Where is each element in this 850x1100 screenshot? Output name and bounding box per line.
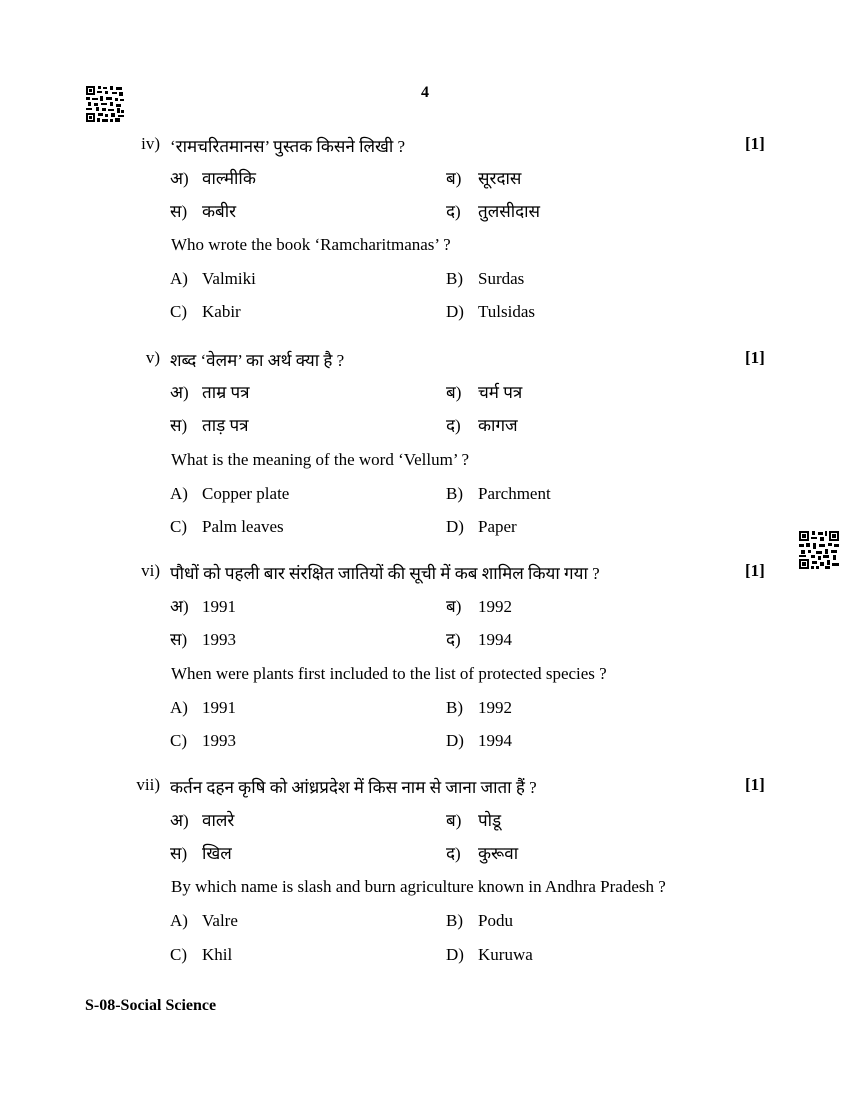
option-label: B) xyxy=(446,911,463,930)
option-label: द) xyxy=(446,202,461,221)
option-label: A) xyxy=(170,911,188,930)
option-text: 1992 xyxy=(478,597,512,616)
option-label: द) xyxy=(446,630,461,649)
option-c-english xyxy=(170,731,236,751)
option-label: D) xyxy=(446,945,464,964)
option-label: स) xyxy=(170,416,188,435)
option-d-english xyxy=(446,731,512,751)
option-c-hindi xyxy=(170,413,248,436)
question-marks: [1] xyxy=(745,348,765,367)
option-label: C) xyxy=(170,302,187,321)
question-text-hindi: कर्तन दहन कृषि को आंध्रप्रदेश में किस नाम से जाना जाता हैं ? xyxy=(170,778,537,797)
option-text: कागज xyxy=(478,416,518,435)
option-label: B) xyxy=(446,269,463,288)
option-text: ताम्र पत्र xyxy=(202,383,250,402)
option-b-english xyxy=(446,484,551,504)
option-d-hindi xyxy=(446,413,518,436)
option-a-hindi xyxy=(170,380,250,403)
option-label: D) xyxy=(446,517,464,536)
question-text-hindi: शब्द ‘वेलम’ का अर्थ क्या है ? xyxy=(170,351,345,370)
option-label: स) xyxy=(170,844,188,863)
question-marks: [1] xyxy=(745,561,765,580)
option-text: 1991 xyxy=(202,698,236,717)
option-text: वाल्मीकि xyxy=(202,169,256,188)
english-options-row xyxy=(0,911,850,935)
option-c-hindi xyxy=(170,199,236,222)
option-a-hindi xyxy=(170,594,236,617)
hindi-options-row xyxy=(0,166,850,190)
option-text: 1994 xyxy=(478,731,512,750)
option-text: Copper plate xyxy=(202,484,290,503)
option-text: Surdas xyxy=(478,269,525,288)
option-label: ब) xyxy=(446,383,462,402)
hindi-options-row xyxy=(0,380,850,404)
option-a-english xyxy=(170,484,289,504)
hindi-options-row xyxy=(0,808,850,832)
option-text: ताड़ पत्र xyxy=(202,416,249,435)
option-a-hindi xyxy=(170,808,234,831)
question-text-english: What is the meaning of the word ‘Vellum’ ? xyxy=(171,450,470,469)
option-c-english xyxy=(170,517,284,537)
option-label: B) xyxy=(446,484,463,503)
option-b-english xyxy=(446,698,512,718)
english-options-row xyxy=(0,517,850,541)
question-number: v) xyxy=(145,348,160,367)
question-marks: [1] xyxy=(745,775,765,794)
question-text-english: When were plants first included to the list of protected species ? xyxy=(171,664,607,683)
english-options-row xyxy=(0,698,850,722)
option-text: Podu xyxy=(478,911,513,930)
option-d-hindi xyxy=(446,841,518,864)
option-a-english xyxy=(170,698,236,718)
option-label: द) xyxy=(446,416,461,435)
option-text: Kuruwa xyxy=(478,945,533,964)
hindi-options-row xyxy=(0,413,850,437)
option-d-hindi xyxy=(446,627,512,650)
option-text: 1991 xyxy=(202,597,236,616)
option-text: 1993 xyxy=(202,731,236,750)
english-options-row xyxy=(0,269,850,293)
option-d-english xyxy=(446,302,535,322)
option-text: 1993 xyxy=(202,630,236,649)
option-b-english xyxy=(446,911,513,931)
qr-code-side xyxy=(799,531,839,569)
option-label: स) xyxy=(170,630,188,649)
question-text-hindi: ‘रामचरितमानस’ पुस्तक किसने लिखी ? xyxy=(170,137,406,156)
option-text: Valmiki xyxy=(202,269,256,288)
option-label: A) xyxy=(170,698,188,717)
option-text: Palm leaves xyxy=(202,517,284,536)
option-text: तुलसीदास xyxy=(478,202,541,221)
option-label: A) xyxy=(170,269,188,288)
option-text: पोडू xyxy=(478,811,502,830)
option-b-english xyxy=(446,269,524,289)
footer-subject-code: S-08-Social Science xyxy=(85,997,217,1014)
option-text: चर्म पत्र xyxy=(478,383,523,402)
option-text: सूरदास xyxy=(478,169,522,188)
hindi-options-row xyxy=(0,627,850,651)
hindi-options-row xyxy=(0,594,850,618)
option-label: C) xyxy=(170,517,187,536)
option-label: A) xyxy=(170,484,188,503)
option-label: ब) xyxy=(446,597,462,616)
option-a-english xyxy=(170,911,238,931)
option-text: 1994 xyxy=(478,630,512,649)
english-options-row xyxy=(0,484,850,508)
english-options-row xyxy=(0,945,850,969)
option-b-hindi xyxy=(446,380,522,403)
option-text: Kabir xyxy=(202,302,241,321)
option-c-hindi xyxy=(170,841,232,864)
option-text: Khil xyxy=(202,945,233,964)
option-c-english xyxy=(170,945,232,965)
option-b-hindi xyxy=(446,166,521,189)
option-b-hindi xyxy=(446,594,512,617)
question-text-english: Who wrote the book ‘Ramcharitmanas’ ? xyxy=(171,235,451,254)
option-label: D) xyxy=(446,731,464,750)
option-d-hindi xyxy=(446,199,540,222)
hindi-options-row xyxy=(0,841,850,865)
option-a-english xyxy=(170,269,256,289)
option-label: द) xyxy=(446,844,461,863)
option-a-hindi xyxy=(170,166,256,189)
option-label: D) xyxy=(446,302,464,321)
option-text: कबीर xyxy=(202,202,237,221)
question-text-english: By which name is slash and burn agriculture known in Andhra Pradesh ? xyxy=(171,877,666,896)
option-text: 1992 xyxy=(478,698,512,717)
option-label: अ) xyxy=(170,383,189,402)
option-label: स) xyxy=(170,202,188,221)
question-text-hindi: पौधों को पहली बार संरक्षित जातियों की सूची में कब शामिल किया गया ? xyxy=(170,564,600,583)
english-options-row xyxy=(0,302,850,326)
option-label: अ) xyxy=(170,169,189,188)
option-label: अ) xyxy=(170,811,189,830)
option-text: खिल xyxy=(202,844,232,863)
hindi-options-row xyxy=(0,199,850,223)
english-options-row xyxy=(0,731,850,755)
question-marks: [1] xyxy=(745,134,765,153)
option-b-hindi xyxy=(446,808,501,831)
option-text: कुरूवा xyxy=(478,844,519,863)
option-text: Valre xyxy=(202,911,238,930)
option-text: वालरे xyxy=(202,811,235,830)
option-label: C) xyxy=(170,945,187,964)
option-text: Paper xyxy=(478,517,517,536)
option-c-hindi xyxy=(170,627,236,650)
question-number: vii) xyxy=(136,775,160,794)
option-text: Parchment xyxy=(478,484,551,503)
option-label: B) xyxy=(446,698,463,717)
option-c-english xyxy=(170,302,241,322)
question-number: iv) xyxy=(141,134,160,153)
question-number: vi) xyxy=(141,561,160,580)
page-number: 4 xyxy=(421,84,429,101)
option-label: अ) xyxy=(170,597,189,616)
option-d-english xyxy=(446,517,517,537)
option-label: C) xyxy=(170,731,187,750)
option-d-english xyxy=(446,945,533,965)
option-label: ब) xyxy=(446,811,462,830)
option-label: ब) xyxy=(446,169,462,188)
option-text: Tulsidas xyxy=(478,302,536,321)
